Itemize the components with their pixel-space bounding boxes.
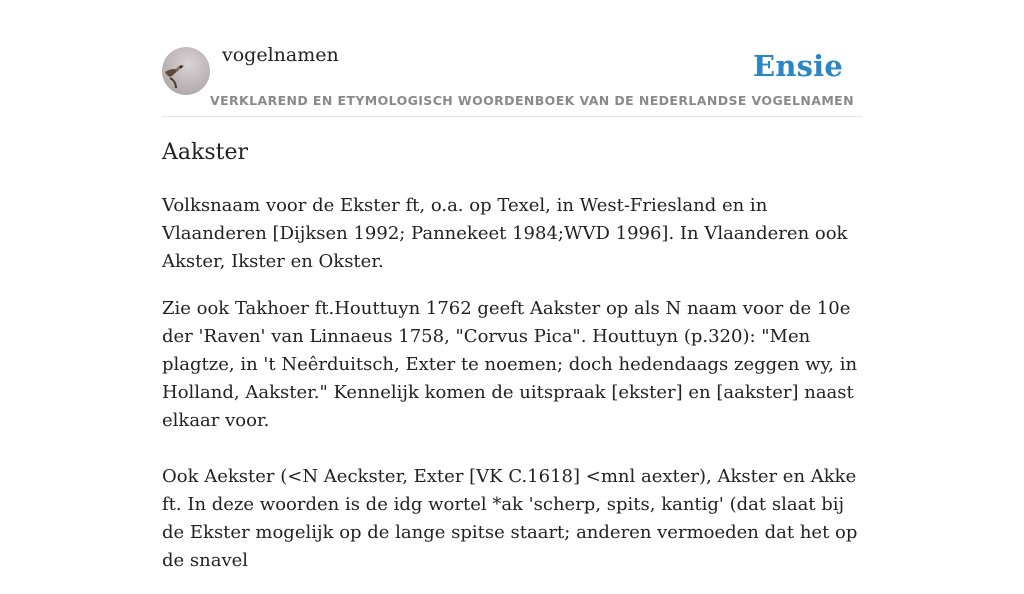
entry-paragraph: Volksnaam voor de Ekster ft, o.a. op Texel, in West-Friesland en in Vlaanderen [Dijksen 1992; Pannekeet 1984;WVD 1996]. In Vlaanderen ook Akster, Ikster en Okster. bbox=[162, 195, 848, 272]
entry-content bbox=[162, 192, 862, 594]
site-name-link[interactable]: vogelnamen bbox=[222, 44, 339, 66]
entry-paragraph: Ook Aekster (<N Aeckster, Exter [VK C.1618] <mnl aexter), Akster en Akke ft. In deze woorden is de idg wortel *ak 'scherp, spits, kantig' (dat slaat bij de Ekster mogelijk op de lange spitse staart; anderen vermoeden dat het op de snavel bbox=[162, 466, 858, 571]
entry-paragraph: Zie ook Takhoer ft.Houttuyn 1762 geeft Aakster op als N naam voor de 10e der 'Raven' van Linnaeus 1758, "Corvus Pica". Houttuyn (p.320): "Men plagtze, in 't Neêrduitsch, Exter te noemen; doch hedendaags zeggen wy, in Holland, Aakster." Kennelijk komen de uitspraak [ekster] en [aakster] naast elkaar voor. bbox=[162, 298, 858, 431]
site-subtitle: VERKLAREND EN ETYMOLOGISCH WOORDENBOEK VAN DE NEDERLANDSE VOGELNAMEN bbox=[210, 93, 854, 108]
ensie-logo[interactable]: Ensie bbox=[753, 49, 843, 83]
site-avatar[interactable] bbox=[162, 47, 210, 95]
site-header bbox=[162, 0, 862, 117]
entry-title: Aakster bbox=[162, 140, 249, 165]
bird-in-flight-icon bbox=[162, 47, 210, 95]
page bbox=[162, 0, 862, 571]
